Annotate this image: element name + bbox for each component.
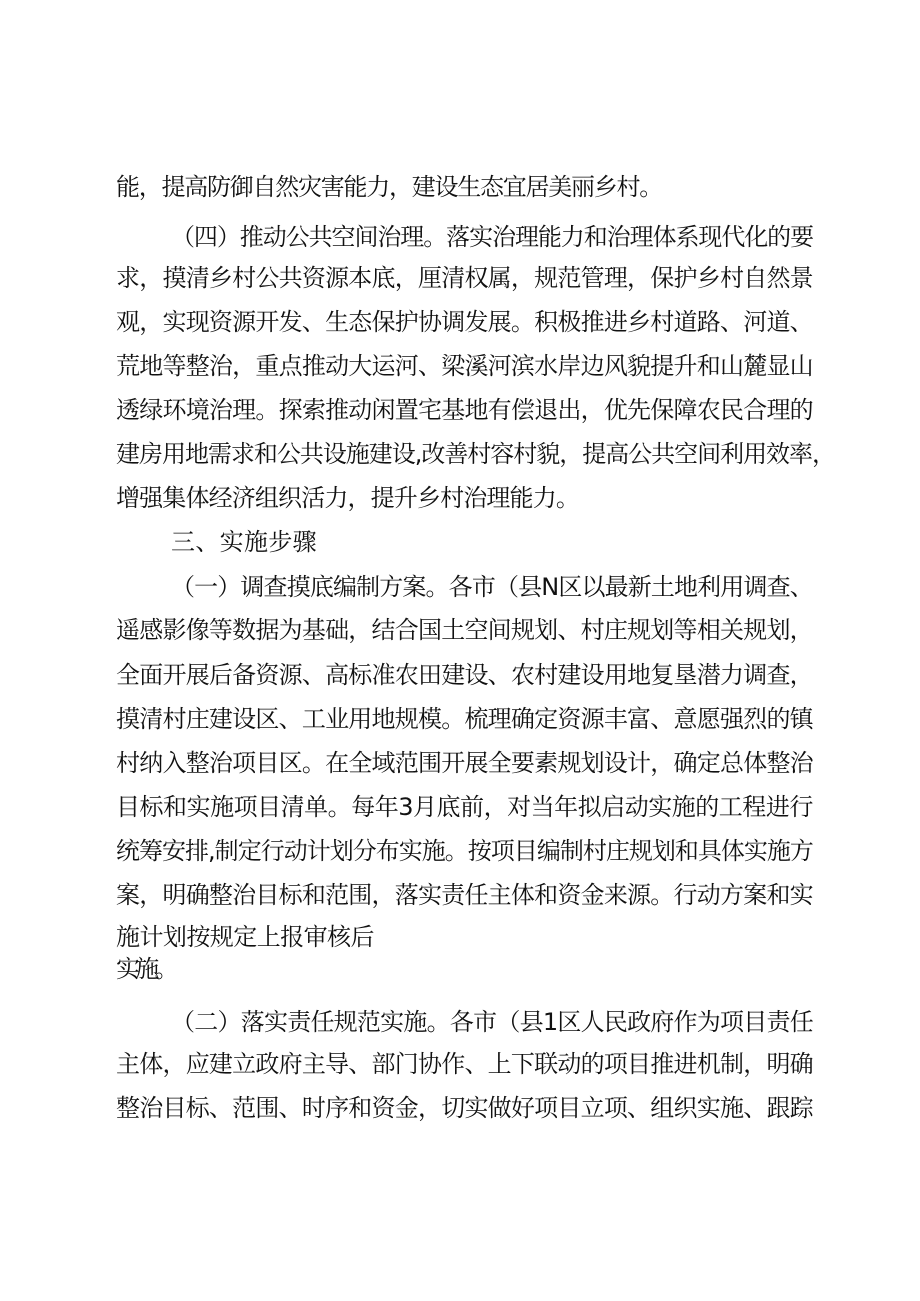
text-line-content: 全面开展后备资源、高标准农田建设、农村建设用地复垦潜力调查， bbox=[116, 661, 813, 689]
text-line bbox=[0, 608, 920, 652]
text-line bbox=[0, 653, 920, 697]
text-line-content: 能，提高防御自然灾害能力，建设生态宜居美丽乡村。 bbox=[116, 173, 662, 201]
text-line-content: 村纳入整治项目区。在全域范围开展全要素规划设计，确定总体整治 bbox=[116, 749, 813, 777]
text-line-content: 透绿环境治理。探索推动闲置宅基地有偿退出，优先保障农民合理的 bbox=[116, 396, 813, 424]
text-line bbox=[0, 165, 920, 209]
text-line bbox=[0, 1000, 920, 1044]
text-line-content: 求，摸清乡村公共资源本底，厘清权属，规范管理，保护乡村自然景 bbox=[116, 264, 813, 292]
text-line bbox=[0, 388, 920, 432]
text-line bbox=[0, 215, 920, 259]
text-line bbox=[0, 1086, 920, 1130]
text-line bbox=[0, 476, 920, 520]
text-line bbox=[0, 256, 920, 300]
text-line-content: 遥感影像等数据为基础，结合国土空间规划、村庄规划等相关规划， bbox=[116, 616, 813, 644]
text-line-content: 目标和实施项目清单。每年3月底前，对当年拟启动实施的工程进行 bbox=[116, 793, 813, 821]
text-line bbox=[0, 565, 920, 609]
text-line bbox=[0, 785, 920, 829]
text-line-content: 摸清村庄建设区、工业用地规模。梳理确定资源丰富、意愿强烈的镇 bbox=[116, 705, 813, 733]
text-line bbox=[0, 697, 920, 741]
text-line bbox=[0, 873, 920, 917]
section-heading-text: 三、实施步骤 bbox=[171, 528, 317, 556]
text-line-content: （一）调查摸底编制方案。各市（县N区以最新土地利用调查、 bbox=[171, 573, 813, 601]
text-line bbox=[0, 1042, 920, 1086]
text-line-content: （四）推动公共空间治理。落实治理能力和治理体系现代化的要 bbox=[171, 223, 814, 251]
text-line bbox=[0, 300, 920, 344]
text-line bbox=[0, 432, 920, 476]
text-line-content: 案，明确整治目标和范围，落实责任主体和资金来源。行动方案和实 bbox=[116, 881, 813, 909]
text-line bbox=[0, 741, 920, 785]
text-line bbox=[0, 829, 920, 873]
text-line-content: 施计划按规定上报审核后 bbox=[116, 923, 374, 951]
text-line-content: 建房用地需求和公共设施建设,改善村容村貌，提高公共空间利用效率， bbox=[116, 440, 835, 468]
text-line-content: 增强集体经济组织活力，提升乡村治理能力。 bbox=[116, 484, 579, 512]
text-line-content: 荒地等整治，重点推动大运河、梁溪河滨水岸边风貌提升和山麓显山 bbox=[116, 352, 813, 380]
text-line-content: 观，实现资源开发、生态保护协调发展。积极推进乡村道路、河道、 bbox=[116, 308, 813, 336]
text-line-content: 整治目标、范围、时序和资金，切实做好项目立项、组织实施、跟踪 bbox=[116, 1094, 813, 1122]
text-line-content: （二）落实责任规范实施。各市（县1区人民政府作为项目责任 bbox=[171, 1008, 813, 1036]
text-line-content: 实施。 bbox=[116, 955, 174, 983]
section-heading bbox=[0, 520, 920, 564]
text-line-content: 主体，应建立政府主导、部门协作、上下联动的项目推进机制，明确 bbox=[116, 1050, 813, 1078]
text-line-content: 统筹安排,制定行动计划分布实施。按项目编制村庄规划和具体实施方 bbox=[116, 837, 813, 865]
text-line bbox=[0, 344, 920, 388]
text-line bbox=[0, 947, 920, 991]
